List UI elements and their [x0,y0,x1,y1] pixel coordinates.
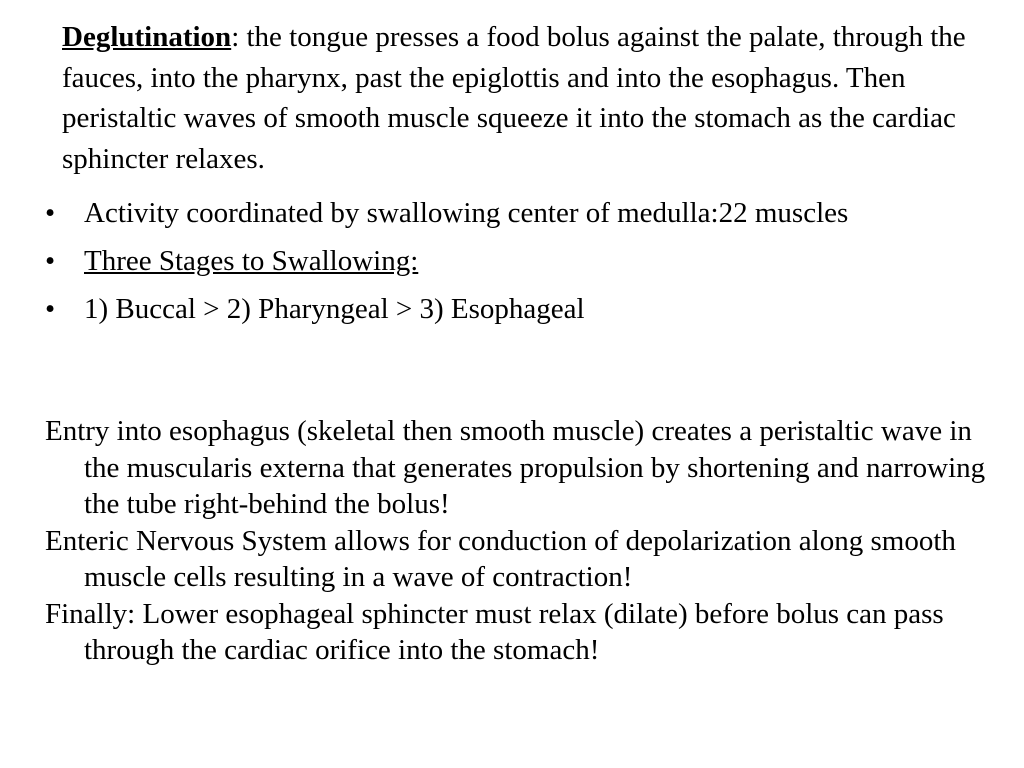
bullet-item-stages-sequence [45,292,1005,326]
bullet-item-three-stages [45,244,1005,278]
bullet-marker: • [45,245,56,277]
paragraph-esophagus-entry: Entry into esophagus (skeletal then smooth muscle) creates a peristaltic wave in the muscularis externa that generates propulsion by shortening and narrowing the tube right-behind the bolus! [45,415,986,520]
paragraph-lower-sphincter: Finally: Lower esophageal sphincter must relax (dilate) before bolus can pass through the cardiac orifice into the stomach! [45,597,944,666]
intro-definition: : the tongue presses a food bolus against the palate, through the fauces, into the pharynx, past the epiglottis and into the esophagus. Then peristaltic waves of smooth muscle squeeze it into the stomach as the cardiac sphincter relaxes. [62,21,966,175]
deglutination-term: Deglutination [62,21,232,53]
bullet-text: Activity coordinated by swallowing center of medulla:22 muscles [84,197,849,229]
bullet-text: Three Stages to Swallowing: [84,245,419,277]
bullet-list [45,196,1005,340]
bullet-item-swallowing-center [45,196,1005,230]
intro-paragraph [62,17,992,179]
bullet-marker: • [45,197,56,229]
body-paragraphs [45,413,990,669]
bullet-text: 1) Buccal > 2) Pharyngeal > 3) Esophageal [84,293,585,325]
bullet-marker: • [45,293,56,325]
paragraph-enteric-nervous-system: Enteric Nervous System allows for conduction of depolarization along smooth muscle cells resulting in a wave of contraction! [45,524,956,593]
